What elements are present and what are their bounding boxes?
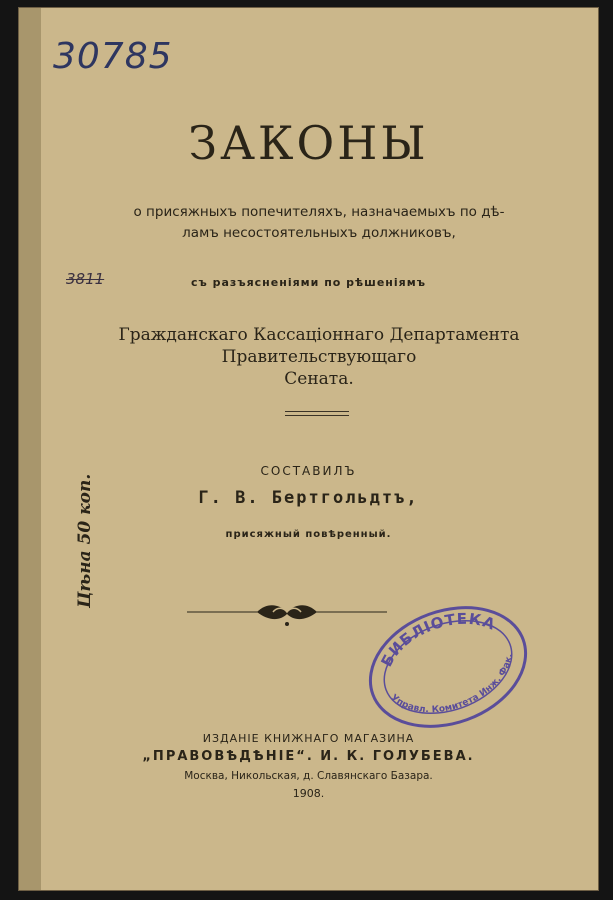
margin-note: 3811 bbox=[66, 270, 105, 288]
ornament-divider-icon bbox=[187, 600, 387, 630]
clarification-line: съ разъясненiями по рѣшенiямъ bbox=[191, 276, 426, 289]
imprint-address: Москва, Никольская, д. Славянскаго Базара. bbox=[184, 770, 433, 782]
library-stamp-icon bbox=[361, 600, 536, 735]
title: ЗАКОНЫ bbox=[188, 116, 429, 170]
compiled-label: СОСТАВИЛЪ bbox=[260, 464, 357, 478]
imprint-year: 1908. bbox=[292, 787, 325, 800]
imprint-publisher: ИЗДАНIЕ КНИЖНАГО МАГАЗИНА bbox=[202, 732, 415, 745]
subtitle bbox=[99, 202, 539, 244]
subtitle-line: ламъ несостоятельныхъ должниковъ, bbox=[182, 225, 456, 241]
svg-text:Управл. Комитета Инж. Фак. bbox=[387, 650, 527, 733]
author-role: присяжный повѣренный. bbox=[225, 529, 392, 540]
department-line: Гражданскаго Кассацiоннаго Департамента Правительствующаго bbox=[118, 325, 520, 367]
subtitle-line: о присяжныхъ попечителяхъ, назначаемыхъ по дѣ- bbox=[133, 204, 505, 220]
department-heading bbox=[99, 324, 539, 390]
stamp-top-text: БИБЛIОТЕКА bbox=[377, 609, 499, 670]
divider-rule bbox=[285, 411, 349, 416]
price-label: Цѣна 50 коп. bbox=[75, 473, 95, 608]
imprint-shop-name: „ПРАВОВѢДѢНIЕ“. И. К. ГОЛУБЕВА. bbox=[142, 749, 475, 764]
book-cover bbox=[18, 7, 599, 891]
stamp-bottom-text: Управл. Комитета Инж. Фак. bbox=[388, 653, 516, 716]
author-name: Г. В. Бертгольдтъ, bbox=[198, 488, 419, 508]
inventory-number: 30785 bbox=[53, 36, 173, 77]
department-line: Сената. bbox=[284, 369, 354, 389]
